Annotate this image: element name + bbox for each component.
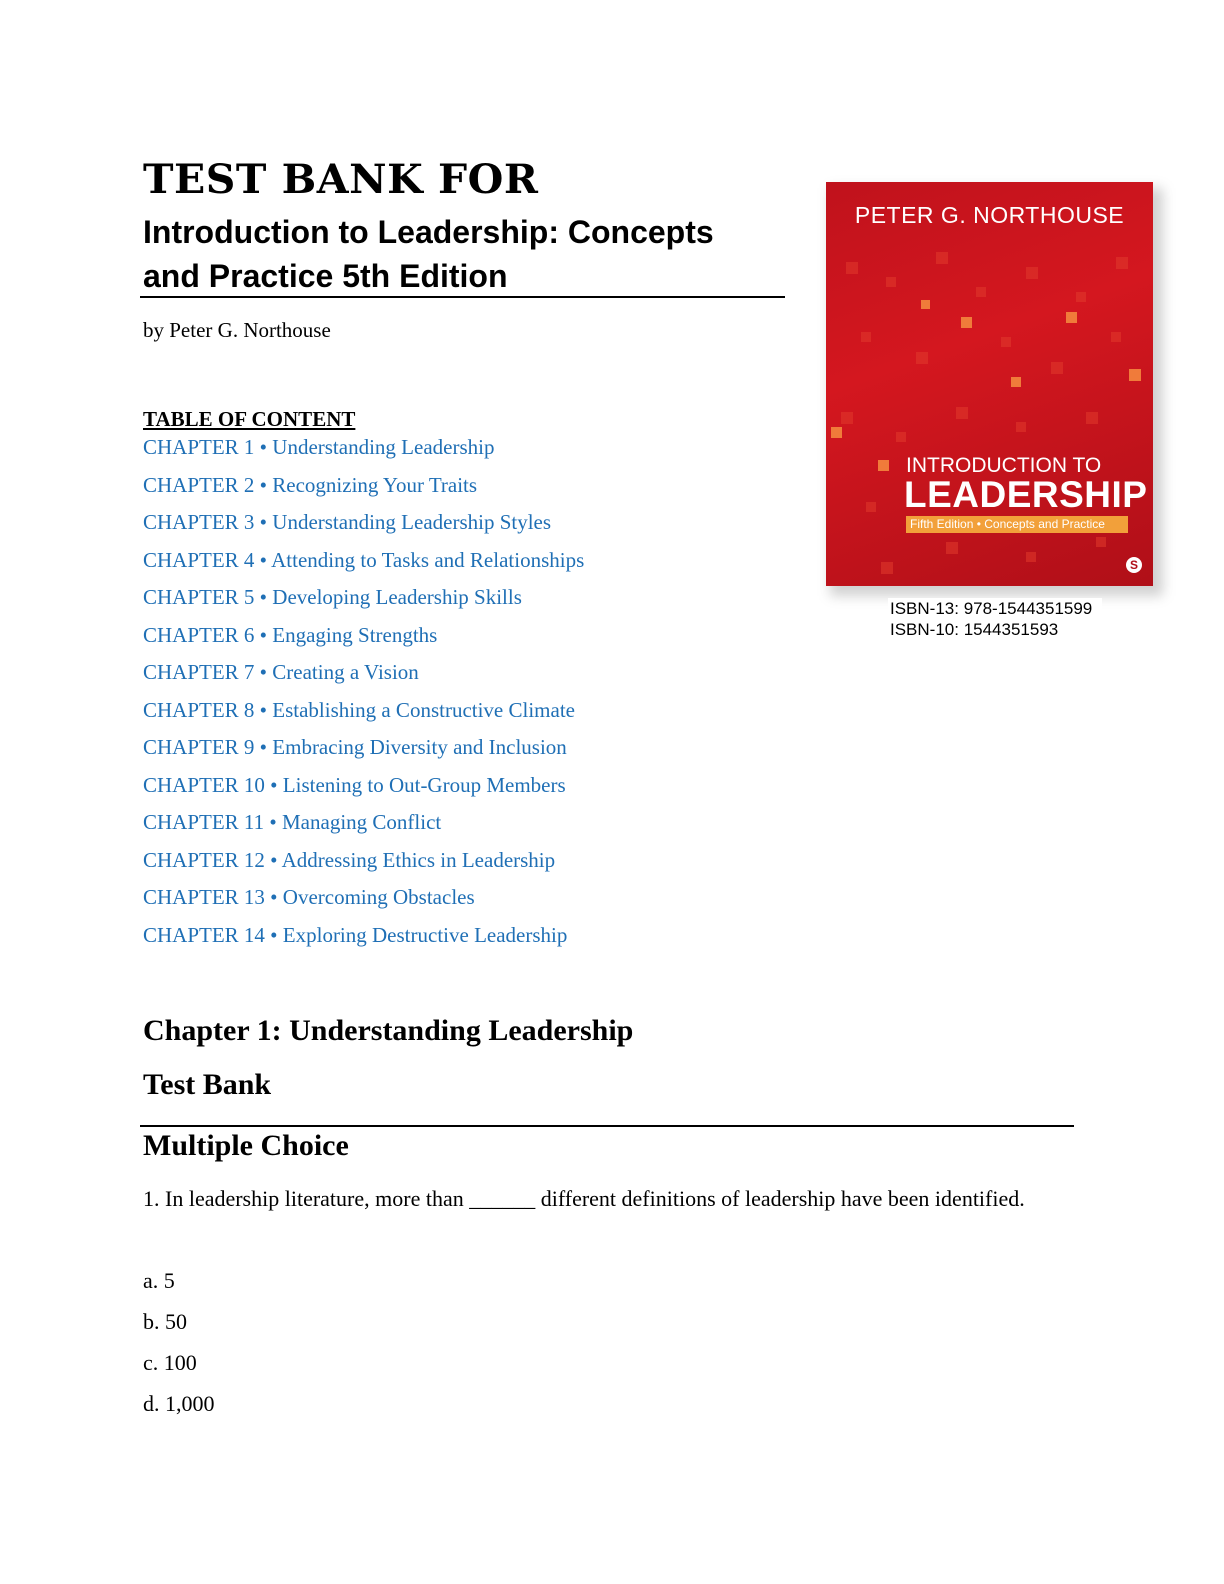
section-divider [140, 1125, 1074, 1127]
book-title [143, 210, 783, 298]
toc-link-chapter-4[interactable]: CHAPTER 4 • Attending to Tasks and Relationships [143, 547, 585, 572]
test-bank-heading: Test Bank [143, 1068, 272, 1101]
test-bank-banner: TEST BANK FOR [143, 156, 539, 204]
option-b: b. 50 [143, 1309, 187, 1334]
table-of-contents [143, 429, 584, 954]
toc-link-chapter-6[interactable]: CHAPTER 6 • Engaging Strengths [143, 622, 438, 647]
cover-title-small: INTRODUCTION TO [906, 454, 1102, 477]
book-cover-image [826, 182, 1153, 586]
toc-link-chapter-9[interactable]: CHAPTER 9 • Embracing Diversity and Inclusion [143, 735, 567, 759]
cover-author: PETER G. NORTHOUSE [854, 202, 1125, 228]
question-text: 1. In leadership literature, more than ______ different definitions of leadership have been identified. [143, 1186, 1025, 1211]
multiple-choice-heading: Multiple Choice [143, 1129, 349, 1162]
isbn-13: ISBN-13: 978-1544351599 [890, 599, 1093, 618]
isbn-block [888, 598, 1102, 640]
book-title-line-2: and Practice 5th Edition [143, 258, 508, 294]
chapter-heading: Chapter 1: Understanding Leadership [143, 1014, 634, 1047]
cover-title-large: LEADERSHIP [904, 474, 1148, 515]
author-line: by Peter G. Northouse [143, 318, 331, 342]
toc-heading: TABLE OF CONTENT [143, 407, 356, 431]
isbn-10: ISBN-10: 1544351593 [890, 620, 1059, 639]
cover-subtitle-band: Fifth Edition • Concepts and Practice [906, 516, 1128, 533]
publisher-logo-icon: S [1126, 557, 1142, 573]
toc-link-chapter-10[interactable]: CHAPTER 10 • Listening to Out-Group Members [143, 772, 566, 797]
toc-link-chapter-3[interactable]: CHAPTER 3 • Understanding Leadership Styles [143, 510, 552, 534]
answer-options [143, 1260, 215, 1424]
toc-link-chapter-13[interactable]: CHAPTER 13 • Overcoming Obstacles [143, 885, 475, 909]
book-title-line-1: Introduction to Leadership: Concepts [143, 214, 714, 250]
option-a: a. 5 [143, 1268, 175, 1293]
toc-link-chapter-2[interactable]: CHAPTER 2 • Recognizing Your Traits [143, 472, 478, 497]
toc-link-chapter-12[interactable]: CHAPTER 12 • Addressing Ethics in Leadership [143, 847, 556, 872]
title-divider [140, 296, 785, 298]
toc-link-chapter-14[interactable]: CHAPTER 14 • Exploring Destructive Leadership [143, 922, 568, 947]
option-d: d. 1,000 [143, 1391, 215, 1416]
toc-link-chapter-11[interactable]: CHAPTER 11 • Managing Conflict [143, 810, 442, 834]
toc-link-chapter-5[interactable]: CHAPTER 5 • Developing Leadership Skills [143, 585, 522, 609]
option-c: c. 100 [143, 1350, 197, 1375]
toc-link-chapter-7[interactable]: CHAPTER 7 • Creating a Vision [143, 660, 419, 684]
toc-link-chapter-1[interactable]: CHAPTER 1 • Understanding Leadership [143, 435, 495, 459]
toc-link-chapter-8[interactable]: CHAPTER 8 • Establishing a Constructive Climate [143, 697, 575, 722]
